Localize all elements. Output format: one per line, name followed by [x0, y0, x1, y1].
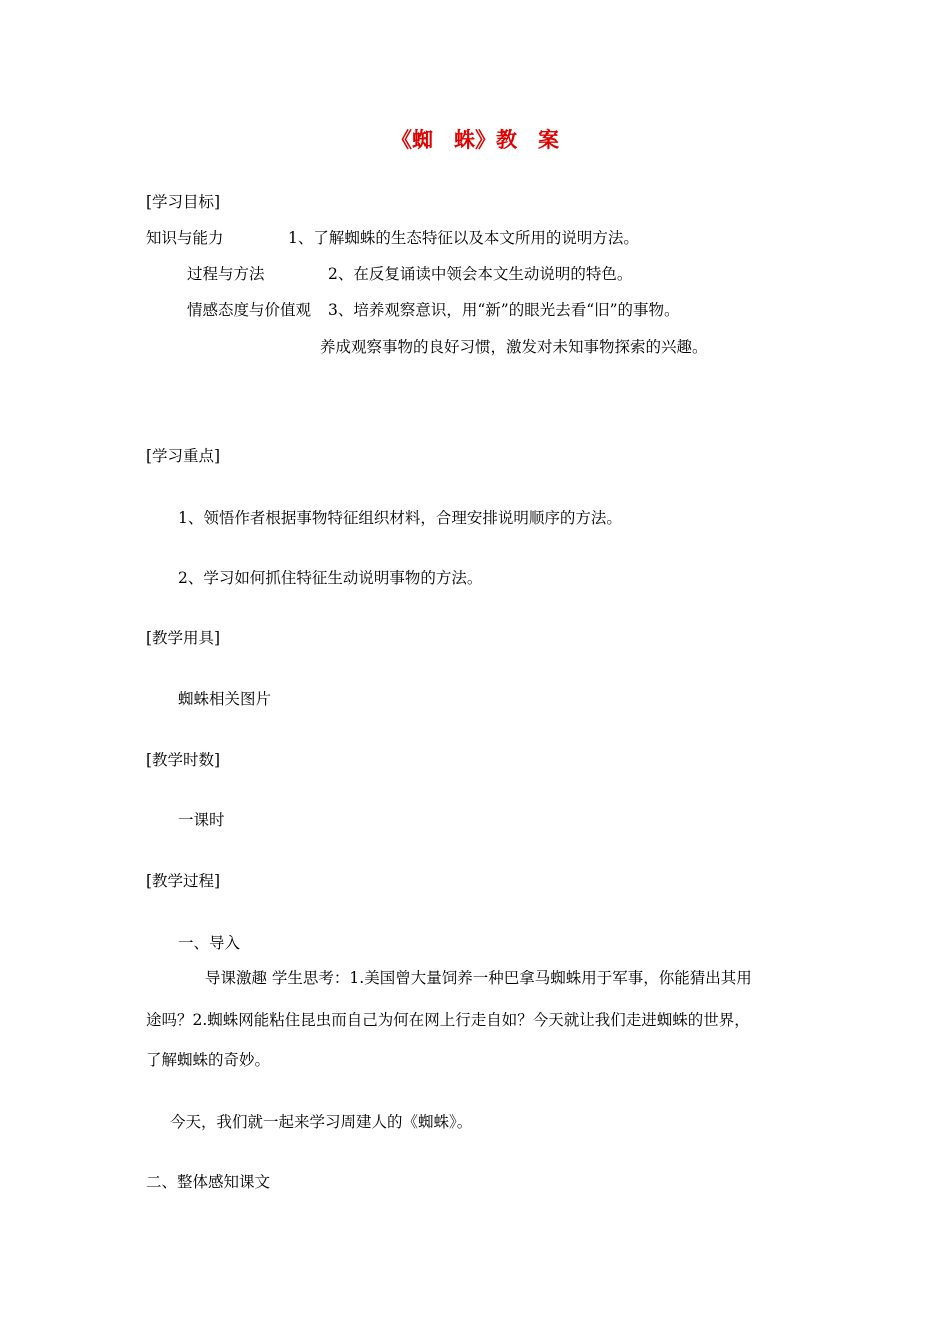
objective-text-emotion: 3、培养观察意识，用“新”的眼光去看“旧”的事物。	[328, 301, 680, 319]
objective-label-process: 过程与方法	[187, 265, 265, 283]
key-point-item-1: 1、领悟作者根据事物特征组织材料，合理安排说明顺序的方法。	[178, 509, 622, 527]
intro-paragraph-line-1: 导课激趣 学生思考：1.美国曾大量饲养一种巴拿马蜘蛛用于军事，你能猜出其用	[205, 969, 752, 987]
intro-paragraph-line-3: 了解蜘蛛的奇妙。	[146, 1051, 271, 1069]
objective-label-knowledge: 知识与能力	[146, 229, 224, 247]
hours-heading: [教学时数]	[146, 751, 221, 769]
document-title: 《蜘 蛛》教 案	[391, 127, 559, 152]
tools-text: 蜘蛛相关图片	[178, 690, 272, 708]
tools-heading: [教学用具]	[146, 629, 221, 647]
objective-label-emotion: 情感态度与价值观	[187, 301, 312, 319]
objective-text-knowledge: 1、了解蜘蛛的生态特征以及本文所用的说明方法。	[288, 229, 639, 247]
today-paragraph: 今天，我们就一起来学习周建人的《蜘蛛》。	[170, 1113, 473, 1131]
intro-paragraph-line-2: 途吗？2.蜘蛛网能粘住昆虫而自己为何在网上行走自如？今天就让我们走进蜘蛛的世界，	[146, 1011, 750, 1029]
section-overview-heading: 二、整体感知课文	[146, 1173, 271, 1191]
objective-continuation: 养成观察事物的良好习惯，激发对未知事物探索的兴趣。	[320, 338, 708, 356]
objectives-heading: [学习目标]	[146, 193, 221, 211]
hours-text: 一课时	[178, 811, 225, 829]
key-point-item-2: 2、学习如何抓住特征生动说明事物的方法。	[178, 569, 483, 587]
section-intro-heading: 一、导入	[178, 934, 241, 952]
key-points-heading: [学习重点]	[146, 447, 221, 465]
process-heading: [教学过程]	[146, 872, 221, 890]
objective-text-process: 2、在反复诵读中领会本文生动说明的特色。	[328, 265, 633, 283]
